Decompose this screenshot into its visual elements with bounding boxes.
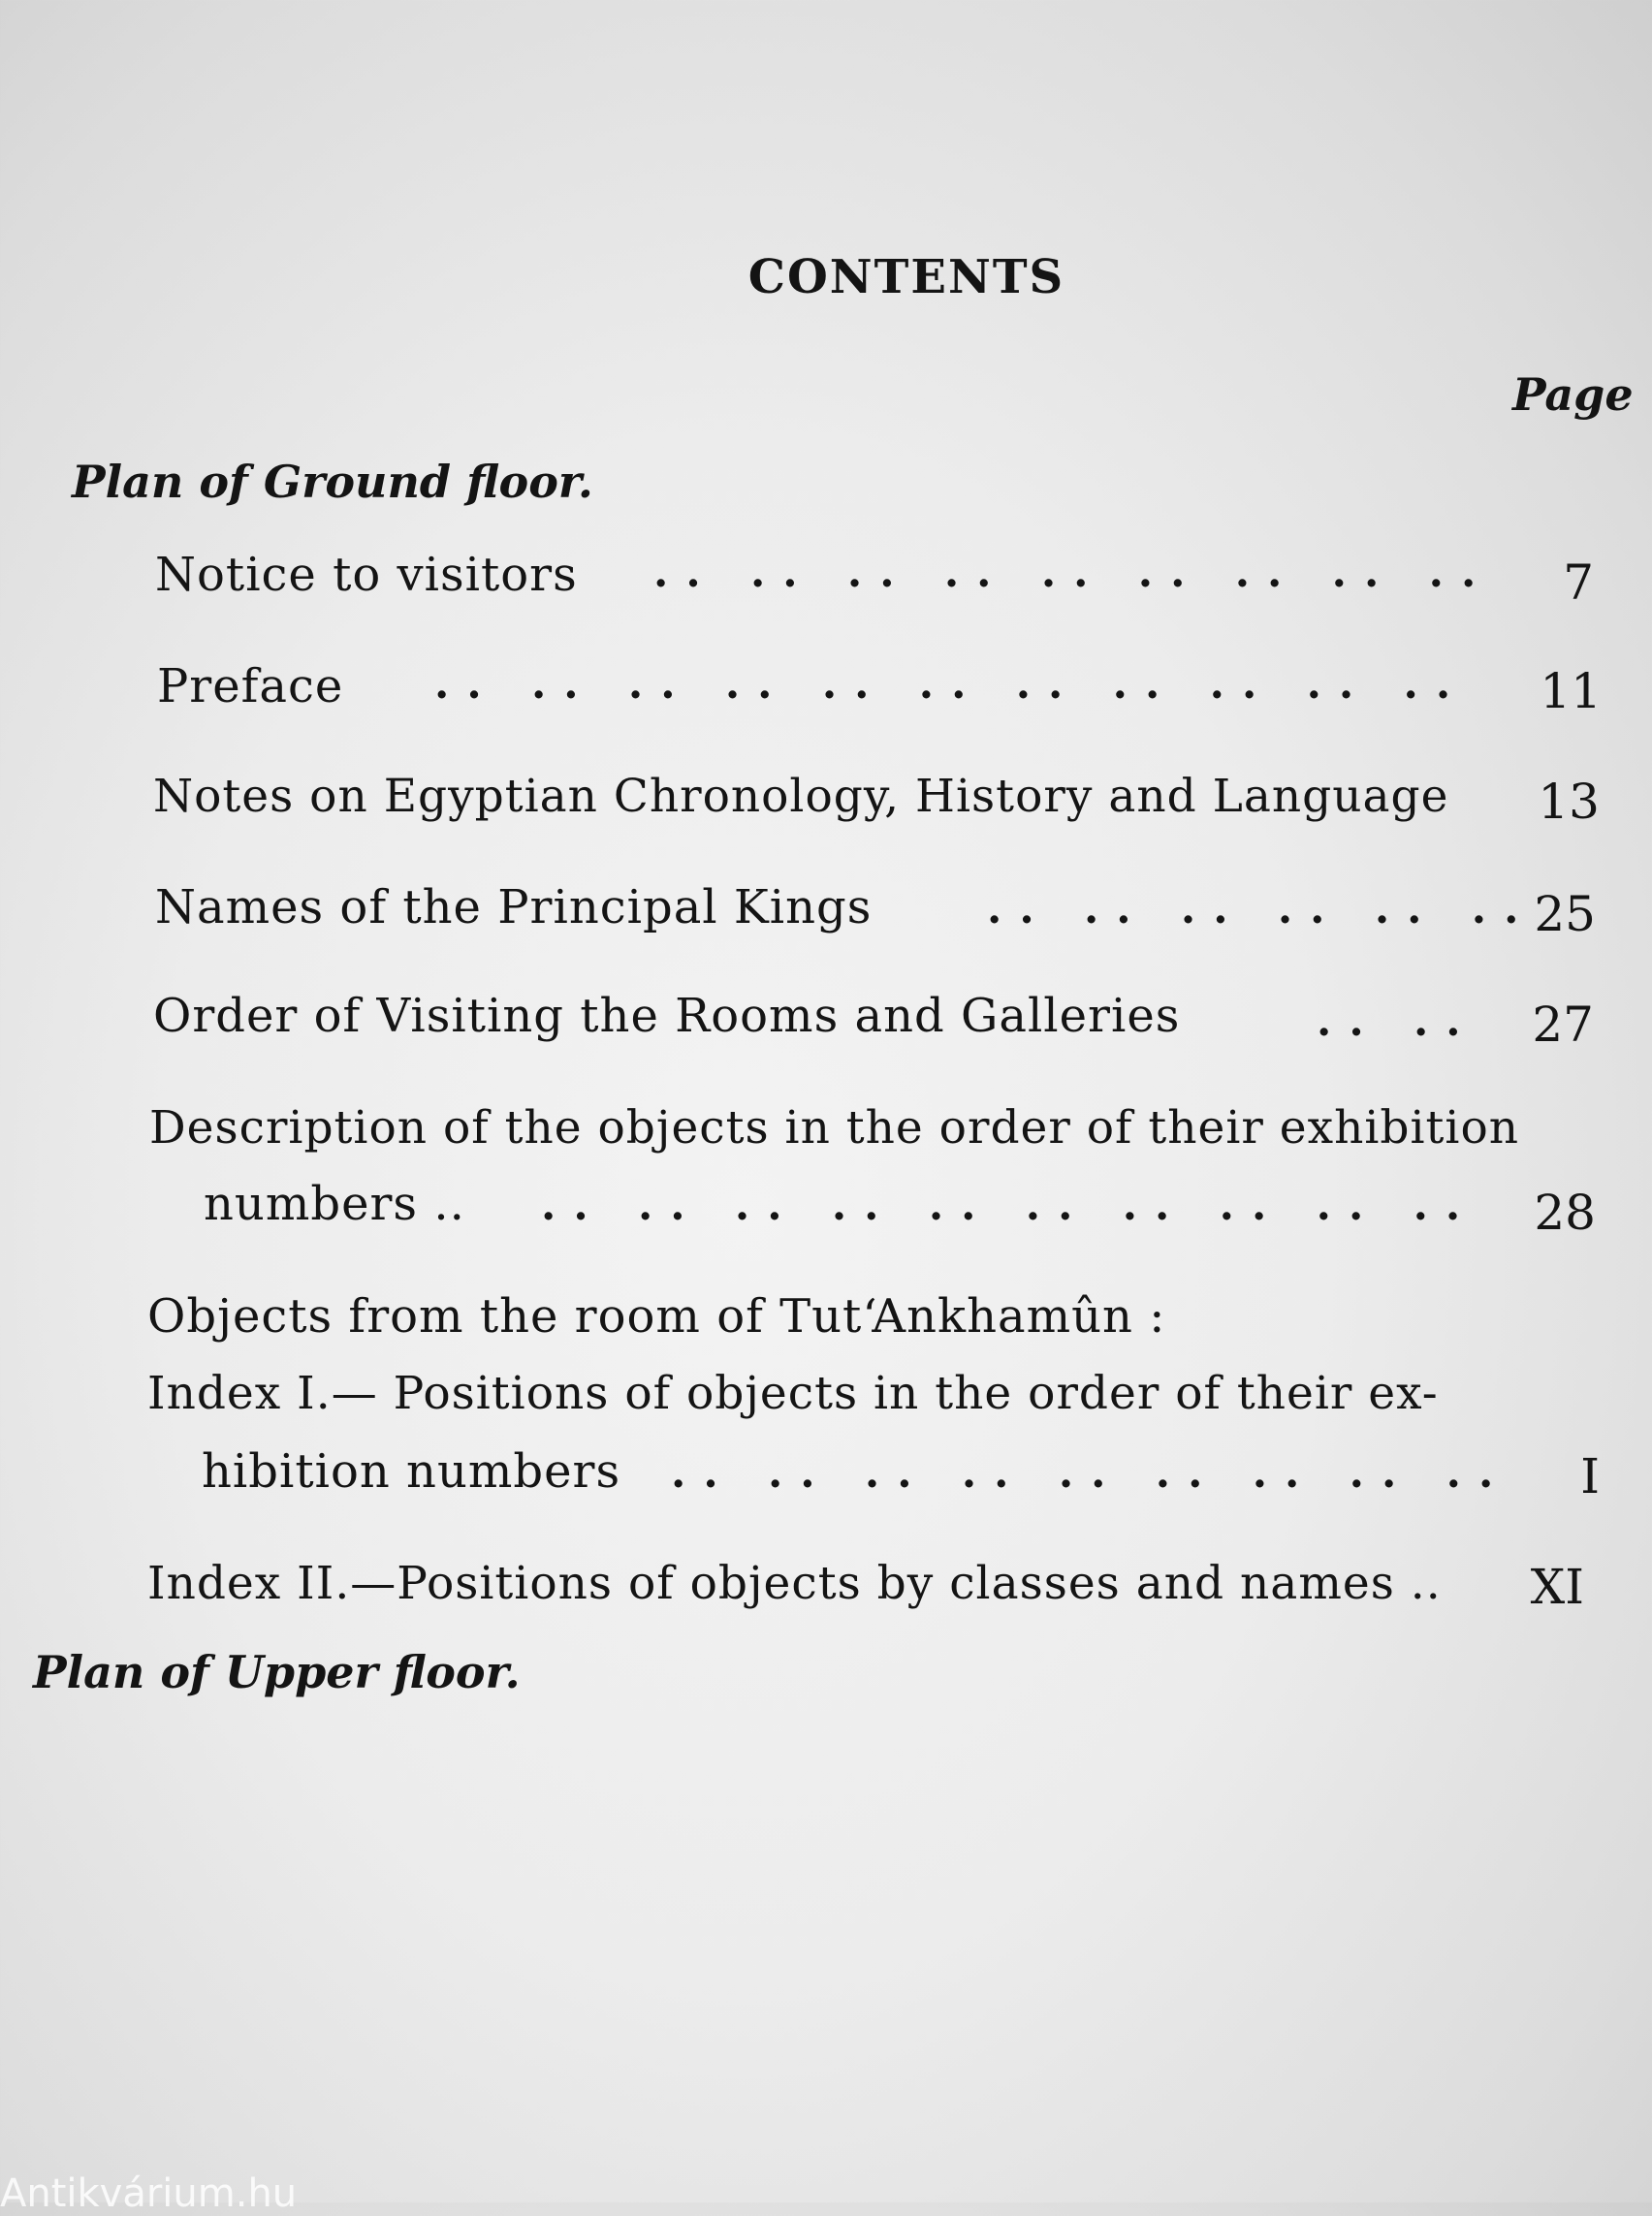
page-column-label: Page xyxy=(1512,368,1634,421)
toc-entry-kings: Names of the Principal Kings xyxy=(155,880,873,934)
toc-entry-preface: Preface xyxy=(157,659,344,713)
toc-entry-description-cont: numbers .. xyxy=(204,1177,465,1231)
toc-leader: .. .. xyxy=(1317,997,1478,1046)
watermark: Antikvárium.hu xyxy=(0,2171,298,2216)
toc-page-number: 25 xyxy=(1534,886,1596,942)
section-ground-floor: Plan of Ground floor. xyxy=(72,456,593,508)
toc-leader: .. .. .. .. .. .. .. .. .. xyxy=(653,548,1494,597)
toc-leader: .. .. .. .. .. .. xyxy=(987,884,1537,934)
toc-entry-description: Description of the objects in the order of their exhibition xyxy=(149,1101,1520,1155)
toc-entry-notes: Notes on Egyptian Chronology, History and Language xyxy=(153,770,1449,823)
toc-leader: .. .. .. .. .. .. .. .. .. .. xyxy=(541,1181,1478,1230)
toc-page-number: I xyxy=(1580,1448,1600,1504)
toc-leader: .. .. .. .. .. .. .. .. .. xyxy=(671,1448,1511,1498)
toc-entry-order-of-visiting: Order of Visiting the Rooms and Galleries xyxy=(153,989,1181,1043)
toc-page-number: 7 xyxy=(1563,554,1594,611)
toc-page-number: 28 xyxy=(1534,1185,1596,1241)
toc-entry-index-one-cont: hibition numbers xyxy=(202,1444,621,1499)
page-title: CONTENTS xyxy=(747,250,1065,304)
toc-page-number: 13 xyxy=(1538,774,1600,830)
toc-page-number: 11 xyxy=(1540,663,1602,719)
toc-entry-tutankhamun: Objects from the room of Tut‘Ankhamûn : xyxy=(147,1289,1166,1344)
toc-entry-index-one: Index I.— Positions of objects in the order of their ex- xyxy=(147,1367,1439,1420)
toc-leader: .. .. .. .. .. .. .. .. .. .. .. xyxy=(434,659,1469,709)
toc-page-number: XI xyxy=(1530,1559,1584,1615)
toc-entry-index-two: Index II.—Positions of objects by classes and names .. xyxy=(147,1557,1442,1610)
toc-entry-notice: Notice to visitors xyxy=(155,548,578,602)
section-upper-floor: Plan of Upper floor. xyxy=(33,1646,521,1698)
toc-page-number: 27 xyxy=(1532,997,1594,1053)
